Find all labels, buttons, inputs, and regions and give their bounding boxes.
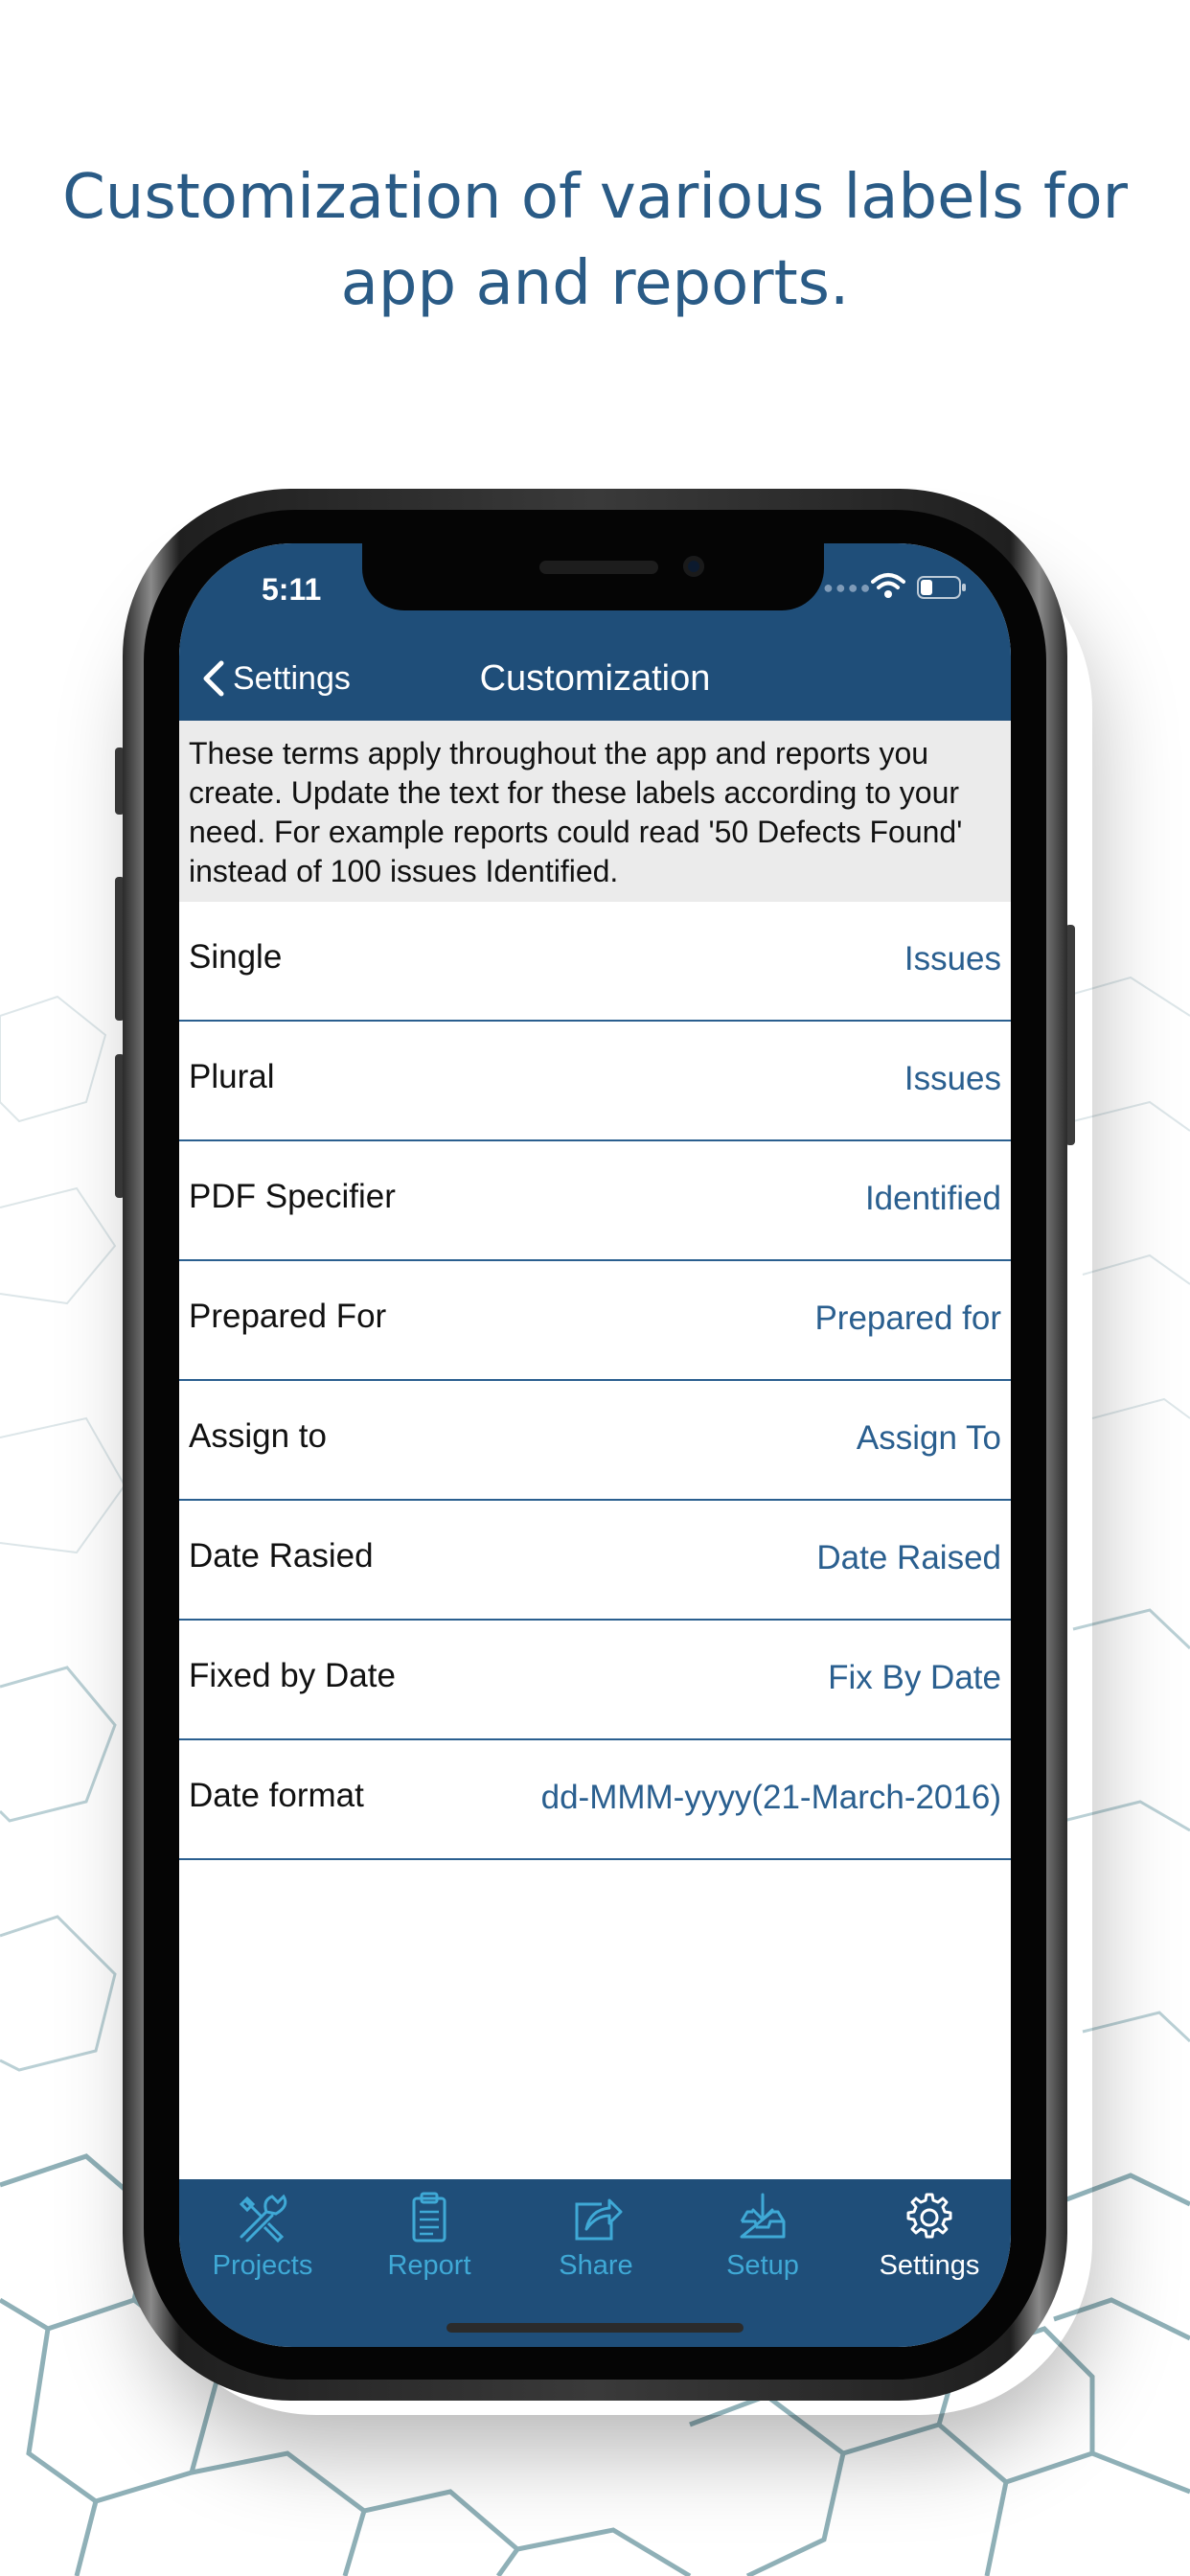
share-icon <box>567 2191 625 2244</box>
wifi-icon <box>871 572 905 599</box>
back-button[interactable] <box>200 655 351 702</box>
row-value-field[interactable]: Issues <box>904 1060 1001 1097</box>
row-label: Single <box>189 938 283 976</box>
row-date-format[interactable] <box>179 1740 1011 1860</box>
status-time: 5:11 <box>262 572 322 607</box>
row-label: Date Rasied <box>189 1537 374 1575</box>
cellular-signal-icon: ●●●● <box>823 578 873 597</box>
clipboard-icon <box>400 2191 458 2244</box>
row-label: Date format <box>189 1777 364 1814</box>
tab-share[interactable] <box>513 2187 679 2292</box>
download-tray-icon <box>734 2191 791 2244</box>
row-pdf-specifier[interactable] <box>179 1141 1011 1261</box>
earpiece-speaker <box>539 561 658 574</box>
row-value-field[interactable]: Prepared for <box>814 1300 1001 1337</box>
tab-label: Share <box>559 2250 633 2281</box>
promo-headline-line1: Customization of various labels for <box>62 161 1128 233</box>
navigation-bar <box>179 639 1011 721</box>
tab-report[interactable] <box>346 2187 513 2292</box>
row-value-field[interactable]: Identified <box>864 1180 1001 1217</box>
promo-headline-line2: app and reports. <box>340 247 850 319</box>
row-label: Assign to <box>189 1417 327 1455</box>
row-fixed-by-date[interactable] <box>179 1621 1011 1740</box>
customization-list <box>179 902 1011 1860</box>
row-value-field[interactable]: dd-MMM-yyyy(21-March-2016) <box>540 1779 1001 1816</box>
tab-bar <box>179 2179 1011 2347</box>
tab-label: Report <box>387 2250 471 2281</box>
phone-screen <box>179 543 1011 2347</box>
row-value-field[interactable]: Fix By Date <box>828 1659 1001 1696</box>
row-plural[interactable] <box>179 1022 1011 1141</box>
tab-label: Projects <box>212 2250 313 2281</box>
battery-icon <box>917 576 967 599</box>
row-value-field[interactable]: Date Raised <box>816 1539 1001 1576</box>
tab-settings[interactable] <box>846 2187 1011 2292</box>
front-camera <box>683 556 704 577</box>
back-button-label: Settings <box>233 659 351 697</box>
tab-projects[interactable] <box>179 2187 346 2292</box>
info-description: These terms apply throughout the app and reports you create. Update the text for these labels according to your need. For example reports could read '50 Defects Found' instead of 100 issues Identified. <box>179 721 1011 902</box>
gear-icon <box>901 2191 958 2244</box>
home-indicator[interactable] <box>446 2323 744 2333</box>
phone-notch <box>362 543 824 610</box>
row-value-field[interactable]: Assign To <box>856 1419 1001 1457</box>
tab-setup[interactable] <box>679 2187 846 2292</box>
row-prepared-for[interactable] <box>179 1261 1011 1381</box>
page-title: Customization <box>479 658 711 699</box>
row-label: Fixed by Date <box>189 1657 396 1694</box>
row-assign-to[interactable] <box>179 1381 1011 1501</box>
row-value-field[interactable]: Issues <box>904 940 1001 978</box>
tools-icon <box>234 2191 291 2244</box>
promo-headline <box>0 154 1190 327</box>
tab-label: Setup <box>726 2250 799 2281</box>
tab-label: Settings <box>879 2250 980 2281</box>
row-label: Plural <box>189 1058 275 1095</box>
chevron-left-icon <box>200 657 227 700</box>
row-date-raised[interactable] <box>179 1501 1011 1621</box>
row-single[interactable] <box>179 902 1011 1022</box>
row-label: Prepared For <box>189 1298 387 1335</box>
row-label: PDF Specifier <box>189 1178 396 1215</box>
